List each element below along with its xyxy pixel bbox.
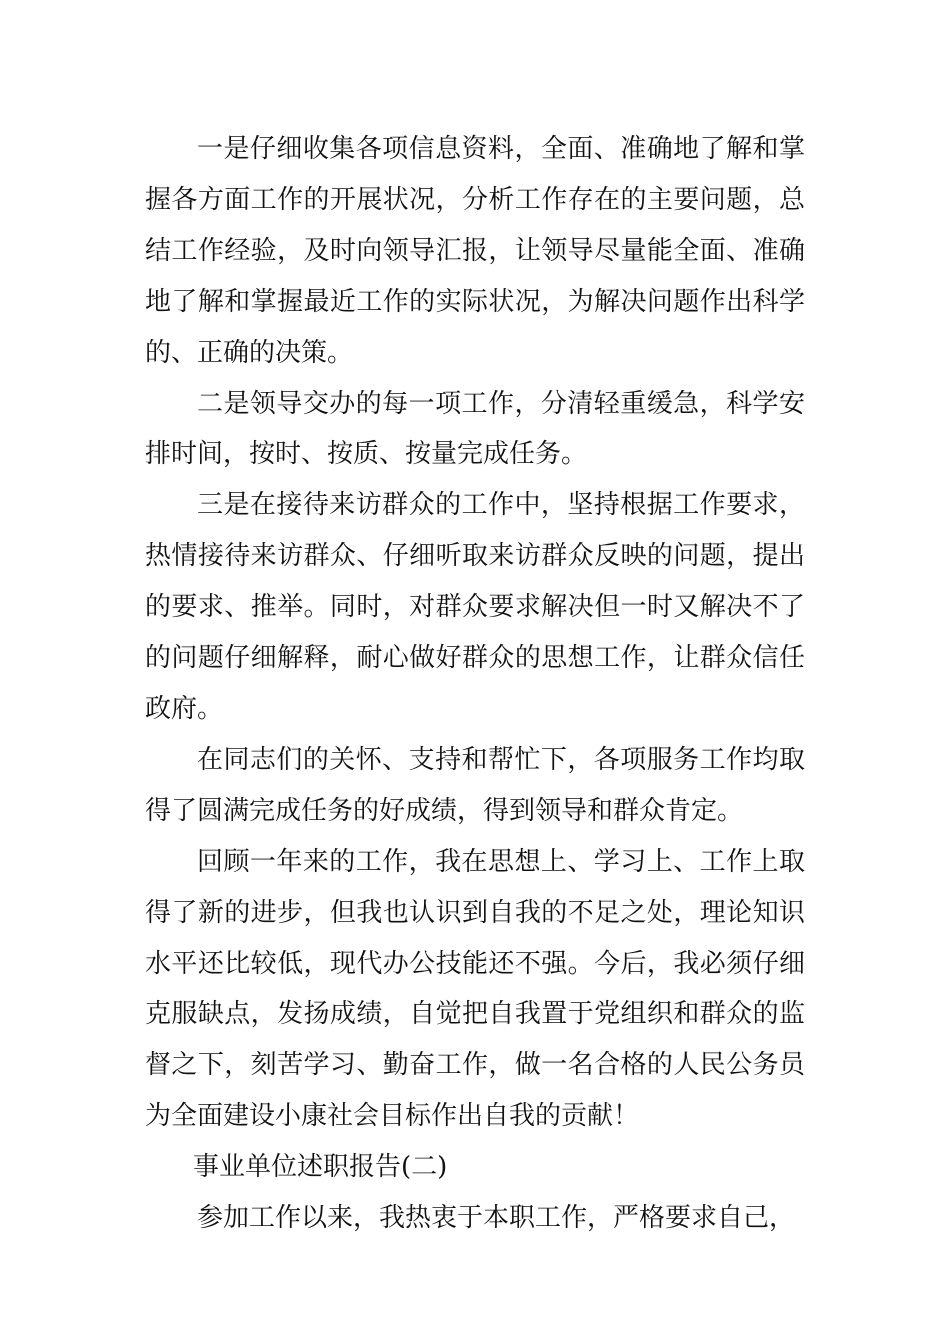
- paragraph-1: 一是仔细收集各项信息资料，全面、准确地了解和掌握各方面工作的开展状况，分析工作存在的主要问题，总结工作经验，及时向领导汇报，让领导尽量能全面、准确地了解和掌握最近工作的实际状况，为解决问题作出科学的、正确的决策。: [145, 134, 805, 368]
- paragraph-6: 参加工作以来，我热衷于本职工作，严格要求自己，: [197, 1203, 796, 1234]
- section-heading: 事业单位述职报告(二): [193, 1152, 448, 1183]
- paragraph-3: 三是在接待来访群众的工作中，坚持根据工作要求，热情接待来访群众、仔细听取来访群众反映的问题，提出的要求、推举。同时，对群众要求解决但一时又解决不了的问题仔细解释，耐心做好群众的思想工作，让群众信任政府。: [145, 490, 805, 724]
- paragraph-2: 二是领导交办的每一项工作，分清轻重缓急，科学安排时间，按时、按质、按量完成任务。: [145, 388, 805, 470]
- paragraph-5: 回顾一年来的工作，我在思想上、学习上、工作上取得了新的进步，但我也认识到自我的不足之处，理论知识水平还比较低，现代办公技能还不强。今后，我必须仔细克服缺点，发扬成绩，自觉把自我置于党组织和群众的监督之下，刻苦学习、勤奋工作，做一名合格的人民公务员为全面建设小康社会目标作出自我的贡献！: [145, 846, 805, 1132]
- document-body: [145, 124, 805, 1244]
- paragraph-4: 在同志们的关怀、支持和帮忙下，各项服务工作均取得了圆满完成任务的好成绩，得到领导和群众肯定。: [145, 744, 805, 826]
